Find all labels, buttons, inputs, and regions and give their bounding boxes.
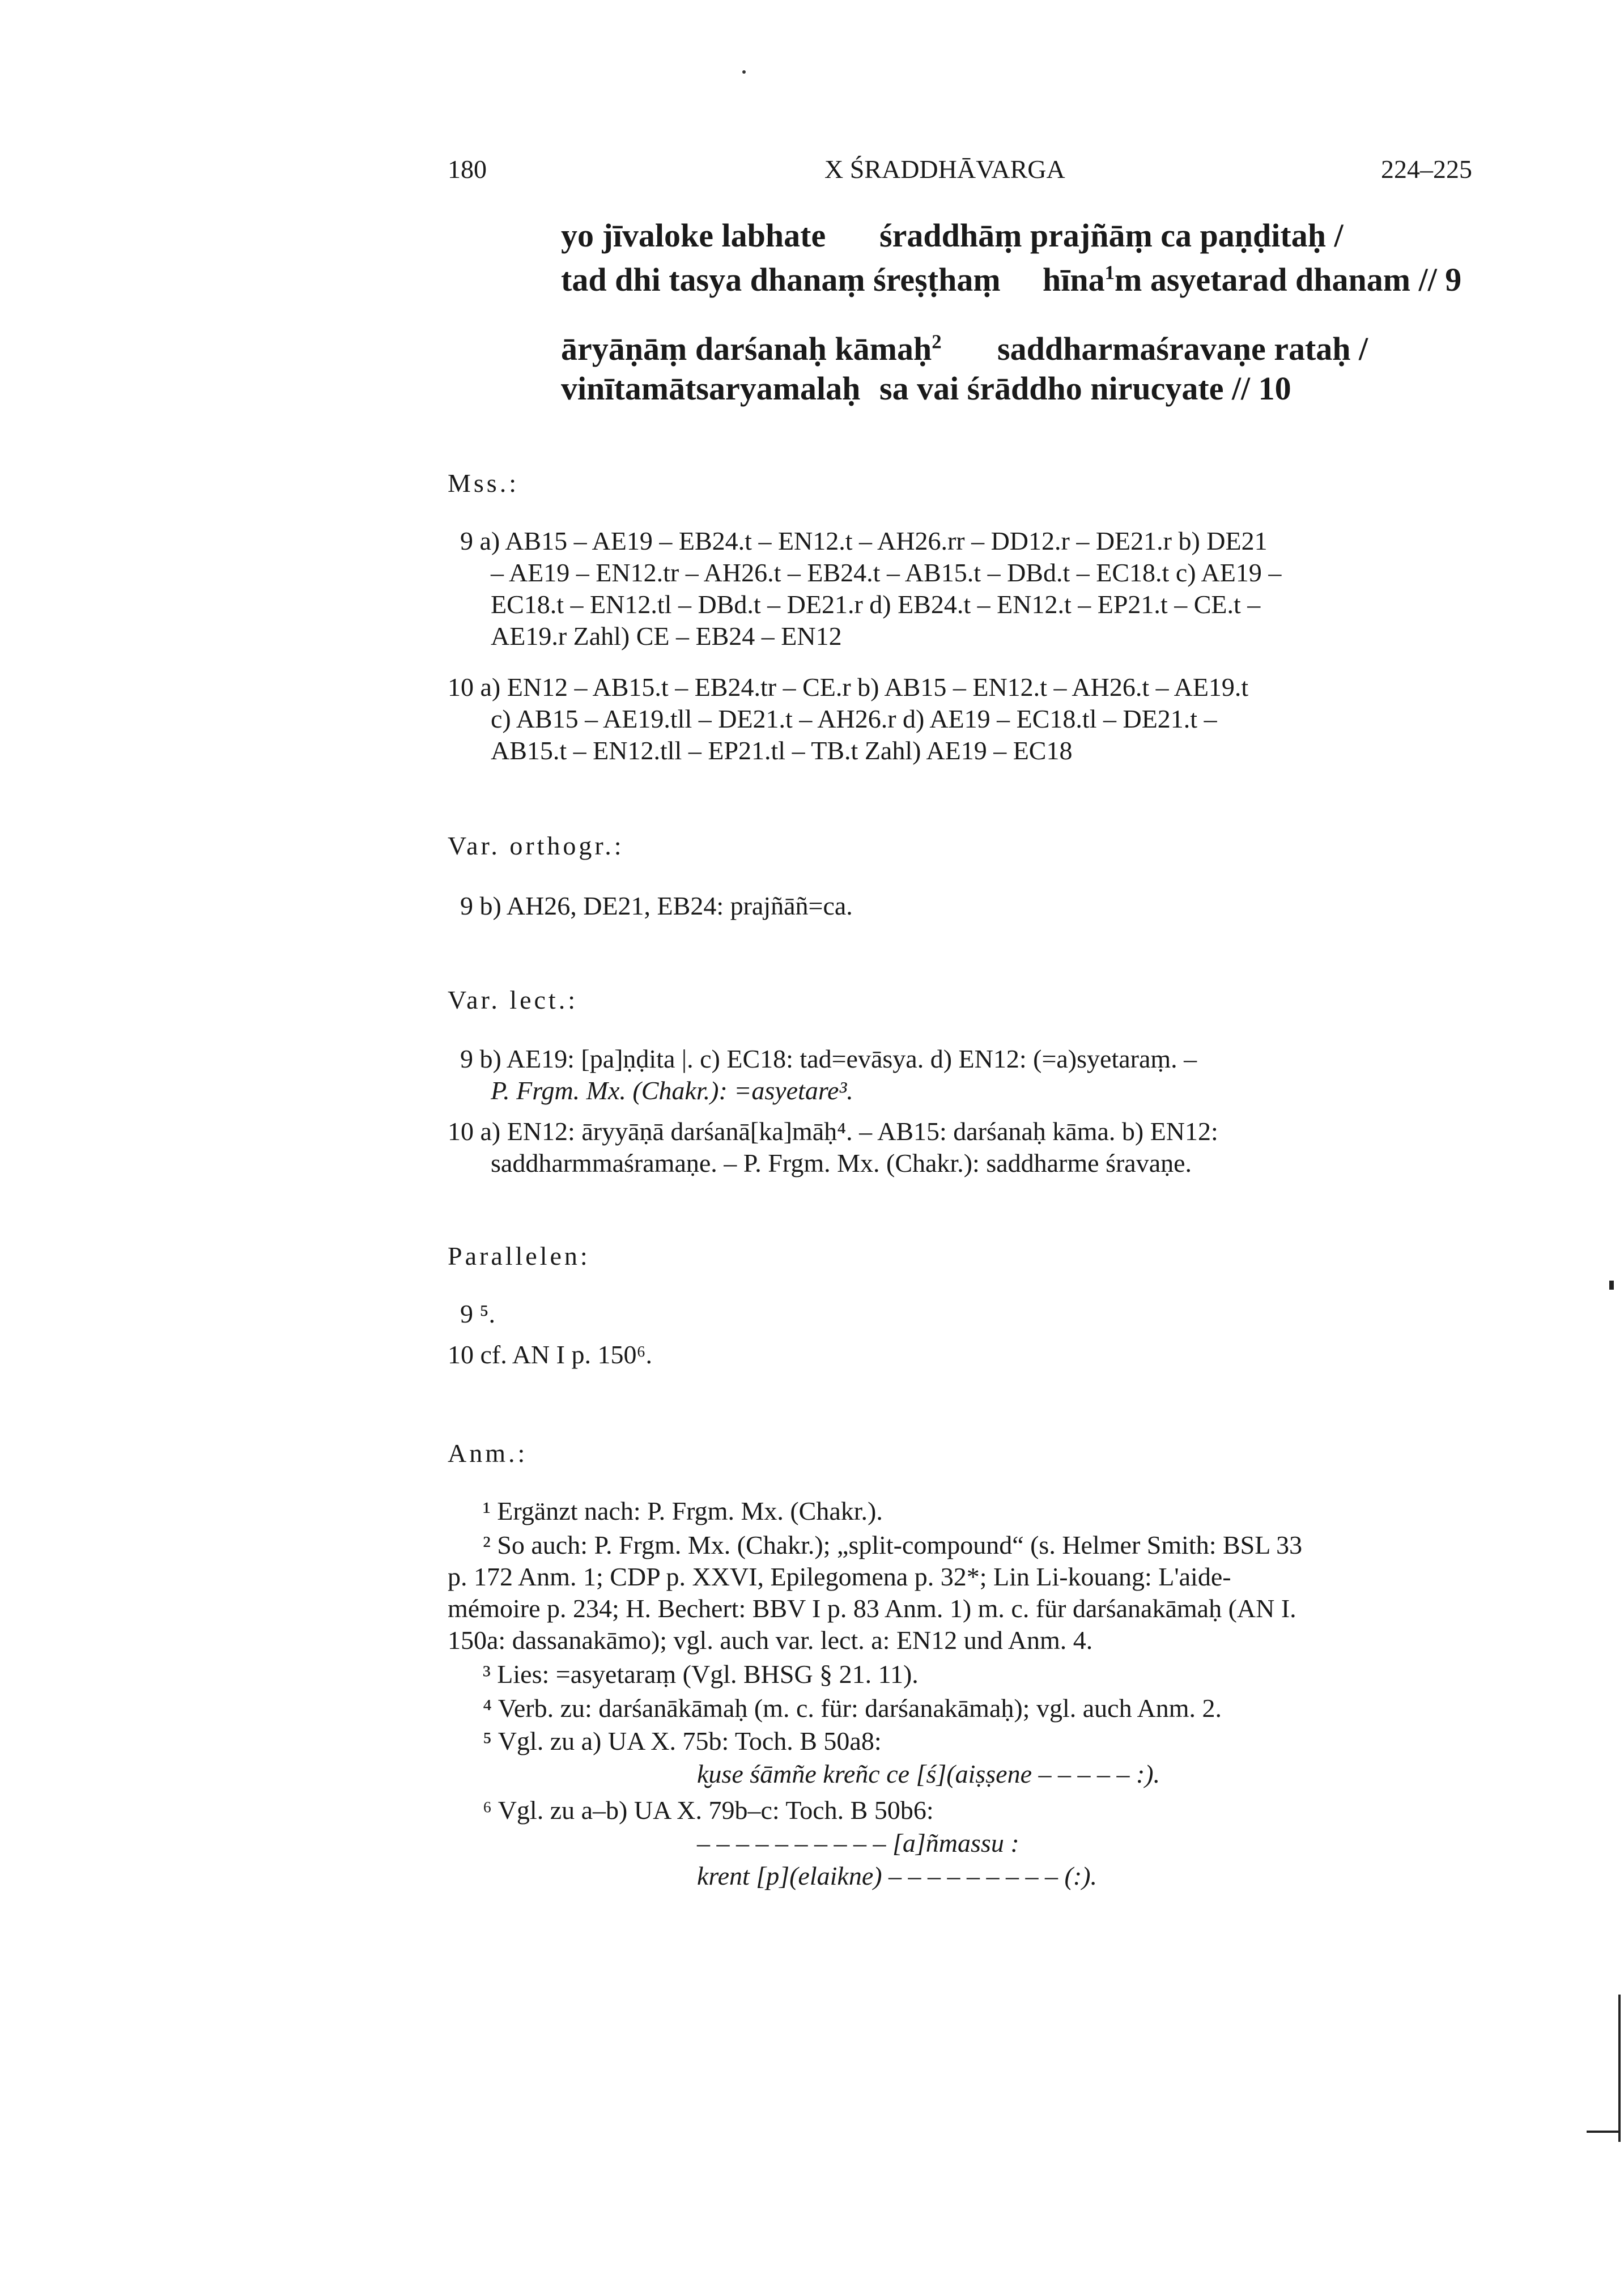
verse-range: 224–225 (1381, 155, 1472, 184)
section-var-orthogr: Var. orthogr.: (448, 831, 624, 860)
mss-10-line3: AB15.t – EN12.tll – EP21.tl – TB.t Zahl) AE19 – EC18 (491, 736, 1073, 765)
note-2-line1: ² So auch: P. Frgm. Mx. (Chakr.); „split-compound“ (s. Helmer Smith: BSL 33 (483, 1530, 1303, 1559)
mss-9-line4: AE19.r Zahl) CE – EB24 – EN12 (491, 622, 842, 650)
note-4: ⁴ Verb. zu: darśanākāmaḥ (m. c. für: darśanakāmaḥ); vgl. auch Anm. 2. (483, 1694, 1222, 1723)
verse-9-line2-b: hīna$^1$m asyetarad dhanam // 9 (1043, 261, 1462, 298)
scan-speck (742, 70, 746, 74)
margin-mark (1609, 1281, 1614, 1290)
parallel-9: 9 ⁵. (460, 1299, 496, 1328)
lect-line2: P. Frgm. Mx. (Chakr.): =asyetare³. (491, 1076, 853, 1105)
lect-line3: 10 a) EN12: āryyāṇā darśanā[ka]māḥ⁴. – AB15: darśanaḥ kāma. b) EN12: (448, 1117, 1218, 1146)
section-var-lect: Var. lect.: (448, 985, 578, 1014)
verse-10-line2-a: vinītamātsaryamalaḥ (561, 370, 861, 407)
note-2-line2: p. 172 Anm. 1; CDP p. XXVI, Epilegomena p. 32*; Lin Li-kouang: L'aide- (448, 1562, 1231, 1591)
verse-10-line1-b: saddharmaśravaṇe rataḥ / (997, 330, 1368, 367)
lect-line4: saddharmmaśramaṇe. – P. Frgm. Mx. (Chakr.): saddharme śravaṇe. (491, 1149, 1192, 1177)
mss-9-line2: – AE19 – EN12.tr – AH26.t – EB24.t – AB15.t – DBd.t – EC18.t c) AE19 – (491, 558, 1282, 587)
section-mss: Mss.: (448, 469, 519, 498)
note-5-line1: ⁵ Vgl. zu a) UA X. 75b: Toch. B 50a8: (483, 1727, 882, 1755)
note-6-line2: – – – – – – – – – – [a]ñmassu : (697, 1829, 1019, 1857)
verse-9-line2-a: tad dhi tasya dhanaṃ śreṣṭhaṃ (561, 261, 1001, 298)
note-6-line1: ⁶ Vgl. zu a–b) UA X. 79b–c: Toch. B 50b6: (483, 1796, 934, 1825)
mss-10-line2: c) AB15 – AE19.tll – DE21.t – AH26.r d) AE19 – EC18.tl – DE21.t – (491, 704, 1217, 733)
orthogr-line1: 9 b) AH26, DE21, EB24: prajñāñ=ca. (460, 891, 853, 920)
section-parallelen: Parallelen: (448, 1241, 590, 1270)
chapter-title: X ŚRADDHĀVARGA (824, 155, 1065, 184)
note-3: ³ Lies: =asyetaraṃ (Vgl. BHSG § 21. 11). (483, 1660, 919, 1689)
mss-9-line3: EC18.t – EN12.tl – DBd.t – DE21.r d) EB24.t – EN12.t – EP21.t – CE.t – (491, 590, 1261, 619)
edge-mark-foot (1587, 2131, 1621, 2133)
edge-mark (1618, 1995, 1621, 2142)
note-2-line4: 150a: dassanakāmo); vgl. auch var. lect. a: EN12 und Anm. 4. (448, 1626, 1093, 1655)
note-1: ¹ Ergänzt nach: P. Frgm. Mx. (Chakr.). (483, 1496, 883, 1525)
mss-9-line1: 9 a) AB15 – AE19 – EB24.t – EN12.t – AH26.rr – DD12.r – DE21.r b) DE21 (460, 526, 1268, 555)
note-2-line3: mémoire p. 234; H. Bechert: BBV I p. 83 Anm. 1) m. c. für darśanakāmaḥ (AN I. (448, 1594, 1296, 1623)
lect-line1: 9 b) AE19: [pa]ṇḍita |. c) EC18: tad=evāsya. d) EN12: (=a)syetaraṃ. – (460, 1044, 1197, 1073)
note-5-line2: k̮use śāmñe kreñc ce [ś](aiṣṣene – – – – – :). (697, 1759, 1160, 1788)
verse-9-line1-b: śraddhāṃ prajñāṃ ca paṇḍitaḥ / (879, 217, 1344, 254)
note-6-line3: krent [p](elaikne) – – – – – – – – – (:). (697, 1861, 1098, 1890)
verse-10-line2-b: sa vai śrāddho nirucyate // 10 (879, 370, 1291, 407)
page-number: 180 (448, 155, 487, 184)
parallel-10: 10 cf. AN I p. 150⁶. (448, 1340, 652, 1369)
verse-9-line1-a: yo jīvaloke labhate (561, 217, 826, 254)
mss-10-line1: 10 a) EN12 – AB15.t – EB24.tr – CE.r b) AB15 – EN12.t – AH26.t – AE19.t (448, 673, 1249, 701)
section-anm: Anm.: (448, 1439, 528, 1468)
verse-10-line1-a: āryāṇāṃ darśanaḥ kāmaḥ$^2$ (561, 330, 942, 367)
